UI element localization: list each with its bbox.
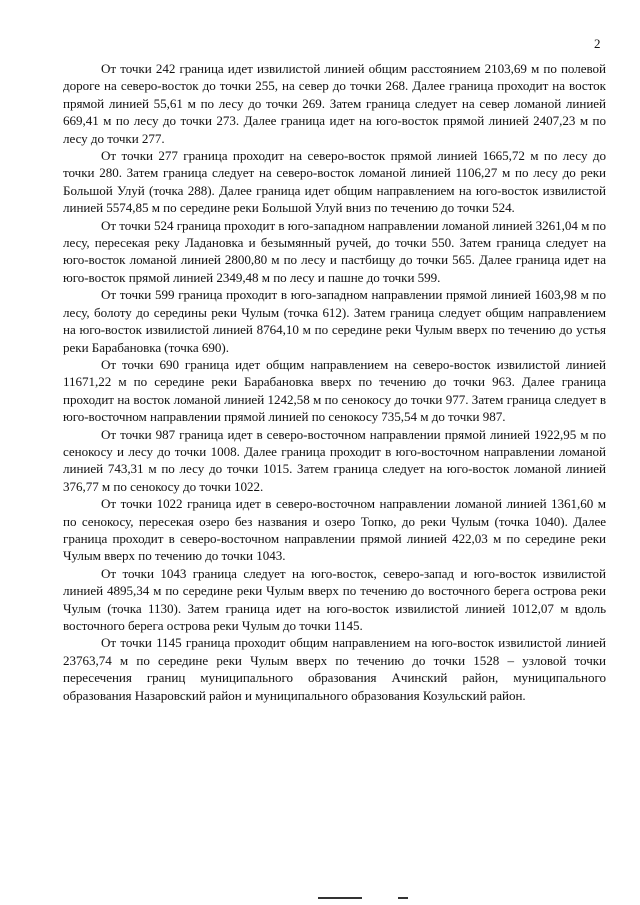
paragraph: От точки 277 граница проходит на северо-восток прямой линией 1665,72 м по лесу до точки 280. Затем граница следует на северо-восток ломаной линией 1106,27 м по лесу до реки Большой Улуй (точка 288). Далее граница идет общим направлением на юго-восток извилистой линией 5574,85 м по середине реки Большой Улуй вниз по течению до точки 524. — [63, 148, 606, 216]
paragraph: От точки 242 граница идет извилистой линией общим расстоянием 2103,69 м по полевой дороге на северо-восток до точки 255, на север до точки 268. Далее граница проходит на восток прямой линией 55,61 м по лесу до точки 269. Затем граница следует на север ломаной линией 669,41 м по лесу до точки 273. Далее граница идет на юго-восток прямой линией 2407,23 м по лесу до точки 277. — [63, 61, 606, 146]
paragraph: От точки 690 граница идет общим направлением на северо-восток извилистой линией 11671,22 м по середине реки Барабановка вверх по течению до точки 963. Далее граница проходит на восток ломаной линией 1242,58 м по сенокосу до точки 977. Затем граница следует в юго-восточном направлении прямой линией по сенокосу 735,54 м до точки 987. — [63, 356, 606, 425]
paragraph: От точки 599 граница проходит в юго-западном направлении прямой линией 1603,98 м по лесу, болоту до середины реки Чулым (точка 612). Затем граница следует общим направлением на юго-восток извилистой линией 8764,10 м по середине реки Чулым вверх по течению до устья реки Барабановка (точка 690). — [63, 287, 606, 355]
paragraph: От точки 1022 граница идет в северо-восточном направлении ломаной линией 1361,60 м по сенокосу, пересекая озеро без названия и озеро Топко, до реки Чулым (точка 1040). Далее граница проходит в северо-восточном направлении прямой линией 422,03 м по середине реки Чулым вверх по течению до точки 1043. — [63, 496, 606, 564]
footer-scan-mark — [318, 897, 362, 899]
document-body — [63, 60, 606, 704]
footer-scan-mark — [398, 897, 408, 899]
paragraph: От точки 1043 граница следует на юго-восток, северо-запад и юго-восток извилистой линией 4895,34 м по середине реки Чулым вверх по течению до восточного берега острова реки Чулым (точка 1130). Затем граница идет на юго-восток извилистой линией 1012,07 м вдоль восточного берега острова реки Чулым до точки 1145. — [63, 565, 606, 633]
paragraph: От точки 524 граница проходит в юго-западном направлении ломаной линией 3261,04 м по лесу, пересекая реку Ладановка и безымянный ручей, до точки 550. Затем граница следует на юго-восток ломаной линией 2800,80 м по лесу и пастбищу до точки 565. Далее граница идет на юго-восток прямой линией 2349,48 м по лесу и пашне до точки 599. — [63, 217, 606, 285]
page-number: 2 — [594, 36, 601, 51]
paragraph: От точки 1145 граница проходит общим направлением на юго-восток извилистой линией 23763,74 м по середине реки Чулым вверх по течению до точки 1528 – узловой точки пересечения границ муниципального образования Ачинский район, муниципального образования Назаровский район и муниципального образования Козульский район. — [63, 635, 606, 703]
paragraph: От точки 987 граница идет в северо-восточном направлении прямой линией 1922,95 м по сенокосу и лесу до точки 1008. Далее граница проходит в юго-восточном направлении ломаной линией 743,31 м по лесу до точки 1015. Затем граница следует на юго-восток ломаной линией 376,77 м по сенокосу до точки 1022. — [63, 426, 606, 494]
